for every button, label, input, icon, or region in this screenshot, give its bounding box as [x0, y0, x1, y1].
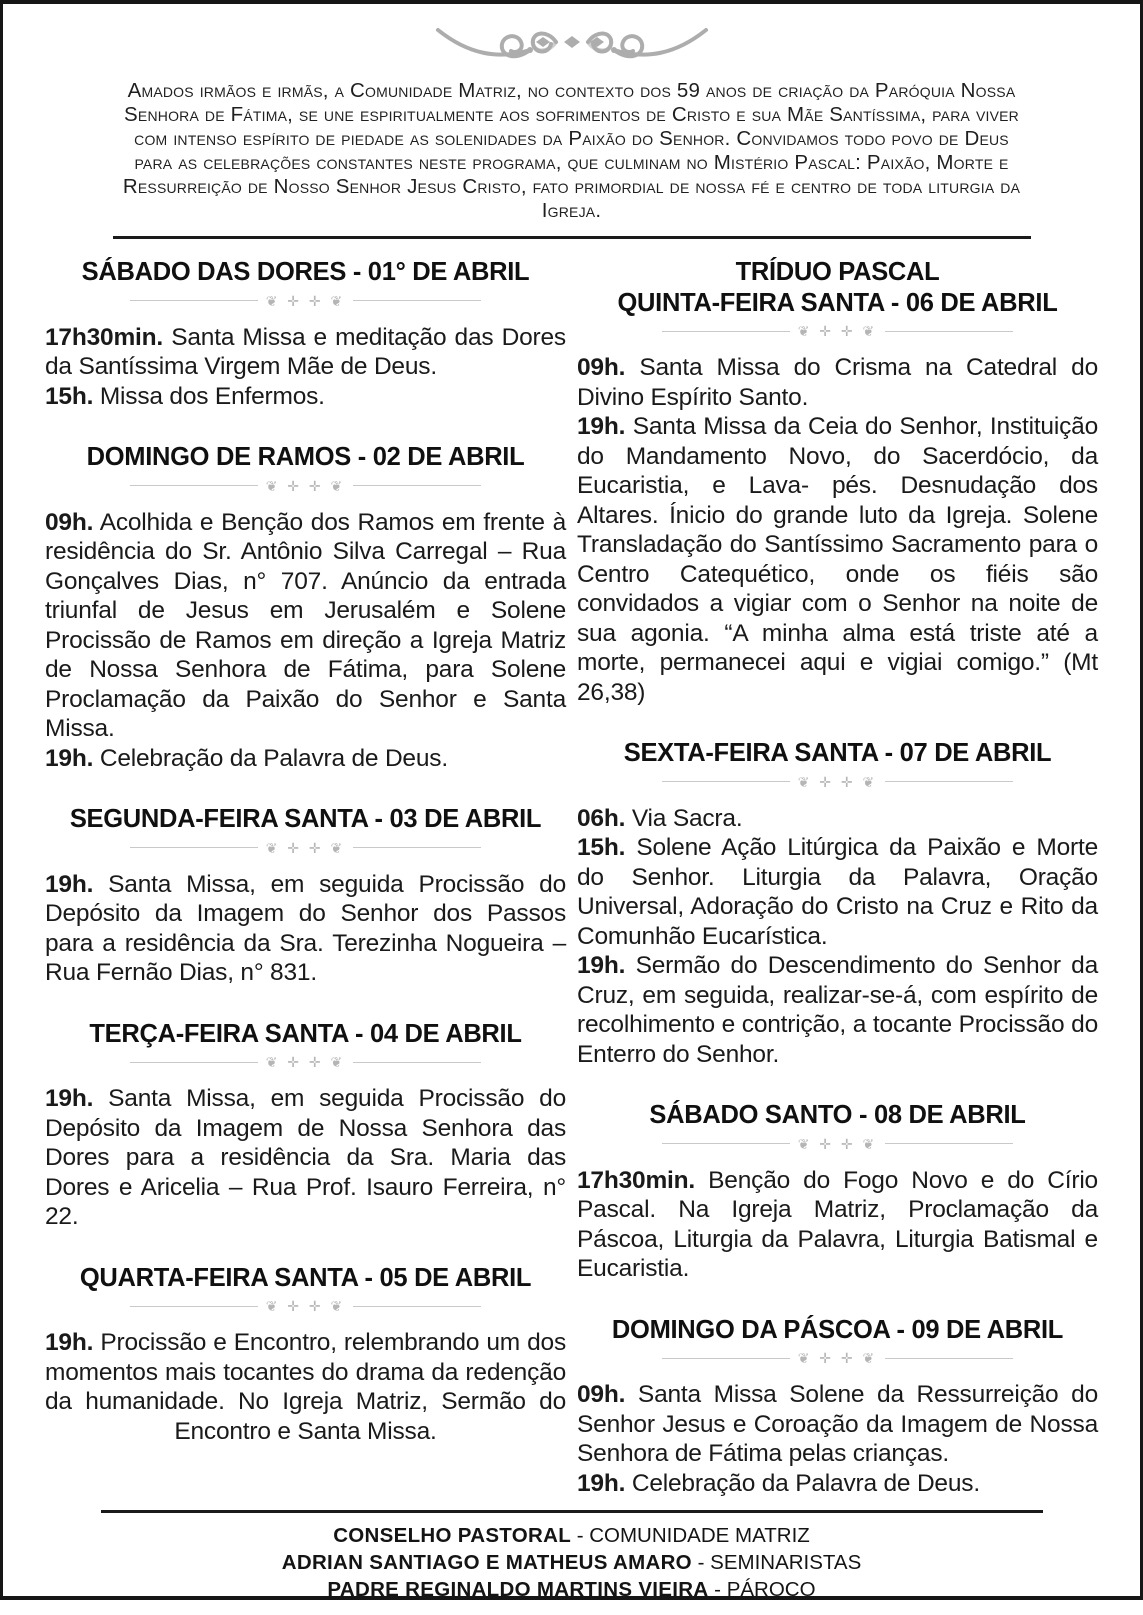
entry-time: 09h.	[577, 354, 626, 382]
footer-name: ADRIAN SANTIAGO E MATHEUS AMARO	[281, 1551, 692, 1575]
fleuron-ornament-icon: ❦ ✛ ✛ ❦	[265, 1298, 346, 1315]
footer-role: PÁROCO	[726, 1578, 816, 1602]
section-terca-feira-santa	[45, 1019, 566, 1232]
schedule-entry	[577, 412, 1098, 707]
section-divider	[603, 1351, 1072, 1365]
schedule-entry	[577, 1380, 1098, 1469]
entry-time: 15h.	[577, 834, 626, 862]
schedule-entry	[45, 870, 566, 988]
divider-line	[353, 485, 481, 486]
divider-line	[130, 1306, 258, 1307]
section-domingo-da-pascoa	[577, 1315, 1098, 1499]
schedule-entry	[45, 323, 566, 382]
section-title: DOMINGO DE RAMOS - 02 DE ABRIL	[86, 443, 525, 472]
divider-line	[662, 781, 790, 782]
fleuron-ornament-icon: ❦ ✛ ✛ ❦	[797, 1135, 878, 1152]
entry-text: Acolhida e Benção dos Ramos em frente à residência do Sr. Antônio Silva Carregal – Rua Gonçalves Dias, n° 707. Anúncio da entrada triunfal de Jesus em Jerusalém e Solene Procissão de Ramos em direção a Igreja Matriz de Nossa Senhora de Fátima, para Solene Proclamação da Paixão do Senhor e Santa Missa.	[45, 508, 566, 743]
section-title: SÁBADO SANTO - 08 DE ABRIL	[649, 1101, 1026, 1130]
section-divider	[71, 1055, 540, 1069]
section-domingo-de-ramos	[45, 442, 566, 773]
section-title: DOMINGO DA PÁSCOA - 09 DE ABRIL	[611, 1315, 1064, 1344]
divider-line	[130, 485, 258, 486]
section-divider	[71, 1299, 540, 1313]
entry-time: 15h.	[45, 382, 94, 410]
section-divider	[603, 324, 1072, 338]
fleuron-ornament-icon: ❦ ✛ ✛ ❦	[265, 1054, 346, 1071]
divider-line	[353, 300, 481, 301]
entry-text: Santa Missa do Crisma na Catedral do Divino Espírito Santo.	[577, 354, 1098, 411]
entry-time: 09h.	[577, 1381, 626, 1409]
intro-text: Amados irmãos e irmãs, a Comunidade Matriz, no contexto dos 59 anos de criação da Paróquia Nossa Senhora de Fátima, se une espiritualmente aos sofrimentos de Cristo e sua Mãe Santíssima, para viver com intenso espírito de piedade as solenidades da Paixão do Senhor. Convidamos todo povo de Deus para as celebrações constantes neste programa, que culminam no Mistério Pascal: Paixão, Morte e Ressurreição de Nosso Senhor Jesus Cristo, fato primordial de nossa fé e centro de toda liturgia da Igreja.	[122, 79, 1021, 222]
fleuron-ornament-icon: ❦ ✛ ✛ ❦	[265, 292, 346, 309]
schedule-columns	[3, 239, 1140, 1498]
divider-line	[662, 1143, 790, 1144]
schedule-entry	[45, 1084, 566, 1232]
section-divider	[71, 479, 540, 493]
section-quarta-feira-santa	[45, 1263, 566, 1447]
schedule-entry	[45, 382, 566, 412]
schedule-entry	[577, 1469, 1098, 1499]
entry-text: Sermão do Descendimento do Senhor da Cruz, em seguida, realizar-se-á, com espírito de recolhimento e contrição, a tocante Procissão do Enterro do Senhor.	[577, 952, 1098, 1068]
divider-line	[885, 1358, 1013, 1359]
divider-line	[353, 847, 481, 848]
entry-text: Santa Missa da Ceia do Senhor, Instituição do Mandamento Novo, do Sacerdócio, da Eucaristia, e Lava- pés. Desnudação dos Altares. Ínicio do grande luto da Igreja. Solene Transladação do Santíssimo Sacramento para o Centro Catequético, onde os fiéis são convidados a vigiar com o Senhor na noite de sua agonia. “A minha alma está triste até a morte, permanecei aqui e vigiai comigo.” (Mt 26,38)	[577, 413, 1099, 706]
footer-name: CONSELHO PASTORAL	[333, 1524, 572, 1548]
entry-text: Celebração da Palavra de Deus.	[631, 1469, 980, 1497]
footer-line: CONSELHO PASTORAL - COMUNIDADE MATRIZ	[333, 1524, 810, 1548]
section-supertitle: TRÍDUO PASCAL	[735, 258, 940, 286]
divider-line	[662, 1358, 790, 1359]
fleuron-ornament-icon: ❦ ✛ ✛ ❦	[797, 323, 878, 340]
section-sabado-das-dores	[45, 257, 566, 411]
floral-flourish-icon	[3, 14, 1140, 70]
divider-line	[130, 847, 258, 848]
schedule-entry	[577, 804, 1098, 834]
fleuron-ornament-icon: ❦ ✛ ✛ ❦	[265, 839, 346, 856]
section-title: TERÇA-FEIRA SANTA - 04 DE ABRIL	[89, 1019, 522, 1048]
section-sabado-santo	[577, 1100, 1098, 1284]
schedule-entry	[45, 744, 566, 774]
divider-line	[353, 1306, 481, 1307]
section-divider	[603, 775, 1072, 789]
footer-role: COMUNIDADE MATRIZ	[589, 1524, 810, 1548]
section-divider	[71, 841, 540, 855]
entry-text: Santa Missa e meditação das Dores da Santíssima Virgem Mãe de Deus.	[45, 323, 566, 381]
footer-line: ADRIAN SANTIAGO E MATHEUS AMARO - SEMINARISTAS	[281, 1551, 862, 1575]
fleuron-ornament-icon: ❦ ✛ ✛ ❦	[265, 477, 346, 494]
schedule-entry	[577, 1166, 1098, 1284]
footer-role: SEMINARISTAS	[710, 1551, 862, 1575]
entry-time: 19h.	[45, 1329, 94, 1357]
entry-text: Via Sacra.	[631, 804, 743, 832]
header	[3, 4, 1140, 239]
entry-time: 19h.	[45, 870, 94, 898]
entry-time: 19h.	[577, 1469, 626, 1497]
schedule-entry	[577, 353, 1098, 412]
divider-line	[662, 331, 790, 332]
schedule-entry	[45, 508, 566, 744]
schedule-entry	[577, 951, 1098, 1069]
entry-text: Benção do Fogo Novo e do Círio Pascal. Na Igreja Matriz, Proclamação da Páscoa, Liturgia da Palavra, Liturgia Batismal e Eucaristia.	[577, 1166, 1098, 1283]
section-title: SEGUNDA-FEIRA SANTA - 03 DE ABRIL	[69, 805, 542, 834]
entry-time: 19h.	[577, 952, 626, 980]
footer-name: PADRE REGINALDO MARTINS VIEIRA	[327, 1578, 709, 1602]
entry-time: 19h.	[45, 1085, 94, 1113]
divider-line	[130, 300, 258, 301]
footer-divider-rule	[101, 1510, 1043, 1513]
fleuron-ornament-icon: ❦ ✛ ✛ ❦	[797, 773, 878, 790]
entry-time: 06h.	[577, 804, 626, 832]
section-title: SÁBADO DAS DORES - 01° DE ABRIL	[81, 258, 530, 286]
divider-line	[130, 1062, 258, 1063]
footer-line: PADRE REGINALDO MARTINS VIEIRA - PÁROCO	[327, 1578, 816, 1602]
section-divider	[71, 294, 540, 308]
section-sexta-feira-santa	[577, 738, 1098, 1069]
section-title: SEXTA-FEIRA SANTA - 07 DE ABRIL	[623, 739, 1052, 768]
entry-text: Santa Missa, em seguida Procissão do Depósito da Imagem de Nossa Senhora das Dores para a residência da Sra. Maria das Dores e Aricelia – Rua Prof. Isauro Ferreira, n° 22.	[45, 1085, 567, 1231]
entry-time: 09h.	[45, 508, 94, 536]
schedule-entry	[45, 1328, 566, 1446]
entry-time: 17h30min.	[45, 323, 164, 351]
column-right	[577, 239, 1098, 1498]
section-title: QUINTA-FEIRA SANTA - 06 DE ABRIL	[617, 288, 1058, 317]
entry-text: Santa Missa, em seguida Procissão do Depósito da Imagem do Senhor dos Passos para a residência da Sra. Terezinha Nogueira – Rua Fernão Dias, n° 831.	[45, 870, 567, 987]
entry-time: 17h30min.	[577, 1166, 696, 1194]
fleuron-ornament-icon: ❦ ✛ ✛ ❦	[797, 1350, 878, 1367]
divider-line	[885, 331, 1013, 332]
section-segunda-feira-santa	[45, 804, 566, 988]
section-divider	[603, 1137, 1072, 1151]
entry-text: Santa Missa Solene da Ressurreição do Senhor Jesus e Coroação da Imagem de Nossa Senhora de Fátima pelas crianças.	[577, 1381, 1099, 1468]
footer	[3, 1522, 1140, 1615]
entry-text: Celebração da Palavra de Deus.	[99, 744, 448, 772]
entry-time: 19h.	[45, 744, 94, 772]
section-title: QUARTA-FEIRA SANTA - 05 DE ABRIL	[79, 1263, 532, 1292]
column-left	[45, 239, 566, 1498]
divider-line	[353, 1062, 481, 1063]
entry-text: Missa dos Enfermos.	[99, 382, 325, 410]
divider-line	[885, 1143, 1013, 1144]
section-quinta-feira-santa	[577, 257, 1098, 707]
schedule-entry	[577, 833, 1098, 951]
entry-text: Solene Ação Litúrgica da Paixão e Morte do Senhor. Liturgia da Palavra, Oração Universal, Adoração do Cristo na Cruz e Rito da Comunhão Eucarística.	[577, 834, 1099, 950]
divider-line	[885, 781, 1013, 782]
entry-text: Procissão e Encontro, relembrando um dos momentos mais tocantes do drama da redenção da humanidade. No Igreja Matriz, Sermão do Encontro e Santa Missa.	[45, 1329, 567, 1445]
entry-time: 19h.	[577, 413, 626, 441]
